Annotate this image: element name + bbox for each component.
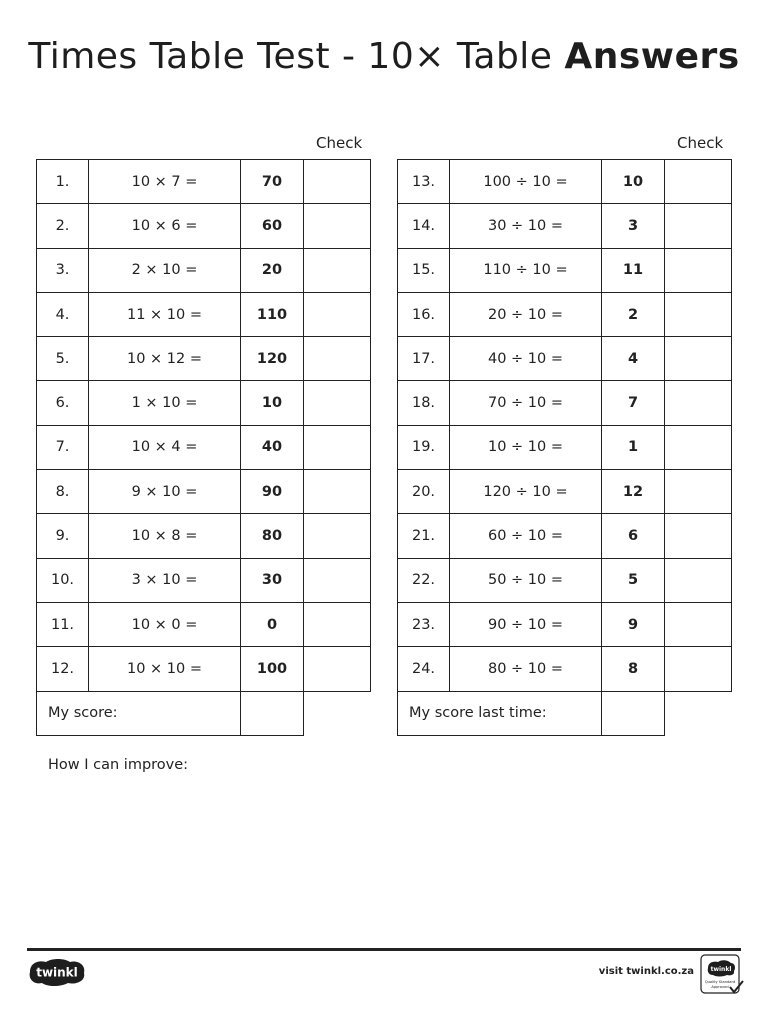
question-equation: 10 × 4 = [89,425,241,469]
check-box[interactable] [304,470,371,514]
my-score-box[interactable] [241,691,304,735]
score-last-time-box[interactable] [602,691,665,735]
question-number: 10. [37,558,89,602]
title-bold: Answers [564,36,740,77]
question-equation: 30 ÷ 10 = [450,204,602,248]
question-number: 14. [398,204,450,248]
question-number: 7. [37,425,89,469]
question-number: 19. [398,425,450,469]
twinkl-logo [26,957,88,987]
question-row [37,381,371,425]
answer-cell: 100 [241,647,304,691]
question-equation: 110 ÷ 10 = [450,248,602,292]
question-number: 21. [398,514,450,558]
question-number: 11. [37,602,89,646]
question-equation: 100 ÷ 10 = [450,160,602,204]
question-row [37,204,371,248]
question-row [398,292,732,336]
question-equation: 70 ÷ 10 = [450,381,602,425]
answer-cell: 10 [602,160,665,204]
check-box[interactable] [665,292,732,336]
answer-cell: 3 [602,204,665,248]
answer-cell: 12 [602,470,665,514]
question-number: 1. [37,160,89,204]
question-equation: 2 × 10 = [89,248,241,292]
question-row [398,337,732,381]
footer-divider [27,948,741,951]
question-equation: 10 × 7 = [89,160,241,204]
question-number: 3. [37,248,89,292]
question-row [37,470,371,514]
question-row [398,160,732,204]
question-number: 13. [398,160,450,204]
answer-cell: 80 [241,514,304,558]
check-box[interactable] [304,337,371,381]
question-row [37,558,371,602]
check-box[interactable] [304,381,371,425]
question-row [398,425,732,469]
question-equation: 11 × 10 = [89,292,241,336]
blank-cell [665,691,732,735]
question-equation: 80 ÷ 10 = [450,647,602,691]
question-number: 22. [398,558,450,602]
question-equation: 50 ÷ 10 = [450,558,602,602]
answer-cell: 2 [602,292,665,336]
check-box[interactable] [665,558,732,602]
question-number: 5. [37,337,89,381]
question-equation: 60 ÷ 10 = [450,514,602,558]
check-box[interactable] [665,381,732,425]
question-equation: 3 × 10 = [89,558,241,602]
question-row [37,337,371,381]
question-row [398,248,732,292]
answer-cell: 70 [241,160,304,204]
question-number: 8. [37,470,89,514]
check-box[interactable] [665,204,732,248]
answer-cell: 20 [241,248,304,292]
question-number: 15. [398,248,450,292]
badge-text-line1: Quality Standard [704,980,736,984]
question-equation: 10 × 10 = [89,647,241,691]
check-box[interactable] [304,558,371,602]
answer-cell: 90 [241,470,304,514]
check-box[interactable] [665,602,732,646]
check-box[interactable] [304,204,371,248]
question-row [398,647,732,691]
question-row [398,470,732,514]
check-box[interactable] [665,425,732,469]
score-last-time-row [398,691,732,735]
answer-cell: 7 [602,381,665,425]
question-row [37,647,371,691]
question-row [37,160,371,204]
check-box[interactable] [665,337,732,381]
improve-label: How I can improve: [48,757,189,773]
check-box[interactable] [304,292,371,336]
title-main: Times Table Test - 10× Table [28,36,565,77]
logo-text: twinkl [36,965,78,980]
question-number: 9. [37,514,89,558]
answer-cell: 10 [241,381,304,425]
question-row [398,204,732,248]
question-number: 12. [37,647,89,691]
check-label-right: Check [677,134,724,152]
question-number: 4. [37,292,89,336]
score-last-time-label: My score last time: [398,691,602,735]
question-row [37,292,371,336]
answer-cell: 11 [602,248,665,292]
answer-cell: 5 [602,558,665,602]
check-box[interactable] [304,248,371,292]
question-number: 18. [398,381,450,425]
quality-badge [700,954,744,996]
answer-cell: 110 [241,292,304,336]
check-box[interactable] [665,647,732,691]
my-score-label: My score: [37,691,241,735]
check-box[interactable] [304,160,371,204]
answer-cell: 1 [602,425,665,469]
question-row [37,425,371,469]
check-box[interactable] [665,514,732,558]
question-equation: 10 × 8 = [89,514,241,558]
question-row [398,381,732,425]
question-number: 24. [398,647,450,691]
left-question-table [36,159,371,736]
question-number: 16. [398,292,450,336]
answer-cell: 40 [241,425,304,469]
answer-cell: 6 [602,514,665,558]
check-label-left: Check [316,134,363,152]
question-row [37,514,371,558]
answer-cell: 9 [602,602,665,646]
answer-cell: 0 [241,602,304,646]
page-title [0,36,768,77]
question-number: 20. [398,470,450,514]
question-equation: 90 ÷ 10 = [450,602,602,646]
badge-text-line2: Approved [711,985,729,989]
question-equation: 10 ÷ 10 = [450,425,602,469]
check-box[interactable] [304,425,371,469]
question-number: 6. [37,381,89,425]
question-row [37,602,371,646]
question-equation: 40 ÷ 10 = [450,337,602,381]
question-equation: 10 × 6 = [89,204,241,248]
check-box[interactable] [665,470,732,514]
blank-cell [304,691,371,735]
visit-link[interactable]: visit twinkl.co.za [598,966,694,977]
question-equation: 1 × 10 = [89,381,241,425]
check-box[interactable] [665,160,732,204]
question-row [398,602,732,646]
question-equation: 10 × 0 = [89,602,241,646]
answer-cell: 8 [602,647,665,691]
my-score-row [37,691,371,735]
badge-logo-text: twinkl [710,966,732,973]
check-box[interactable] [665,248,732,292]
question-row [37,248,371,292]
answer-cell: 30 [241,558,304,602]
question-number: 23. [398,602,450,646]
question-number: 2. [37,204,89,248]
question-equation: 10 × 12 = [89,337,241,381]
check-box[interactable] [304,647,371,691]
right-question-table [397,159,732,736]
question-equation: 20 ÷ 10 = [450,292,602,336]
question-row [398,514,732,558]
answer-cell: 60 [241,204,304,248]
question-number: 17. [398,337,450,381]
answer-cell: 120 [241,337,304,381]
question-equation: 120 ÷ 10 = [450,470,602,514]
answer-cell: 4 [602,337,665,381]
question-row [398,558,732,602]
check-box[interactable] [304,602,371,646]
check-box[interactable] [304,514,371,558]
question-equation: 9 × 10 = [89,470,241,514]
